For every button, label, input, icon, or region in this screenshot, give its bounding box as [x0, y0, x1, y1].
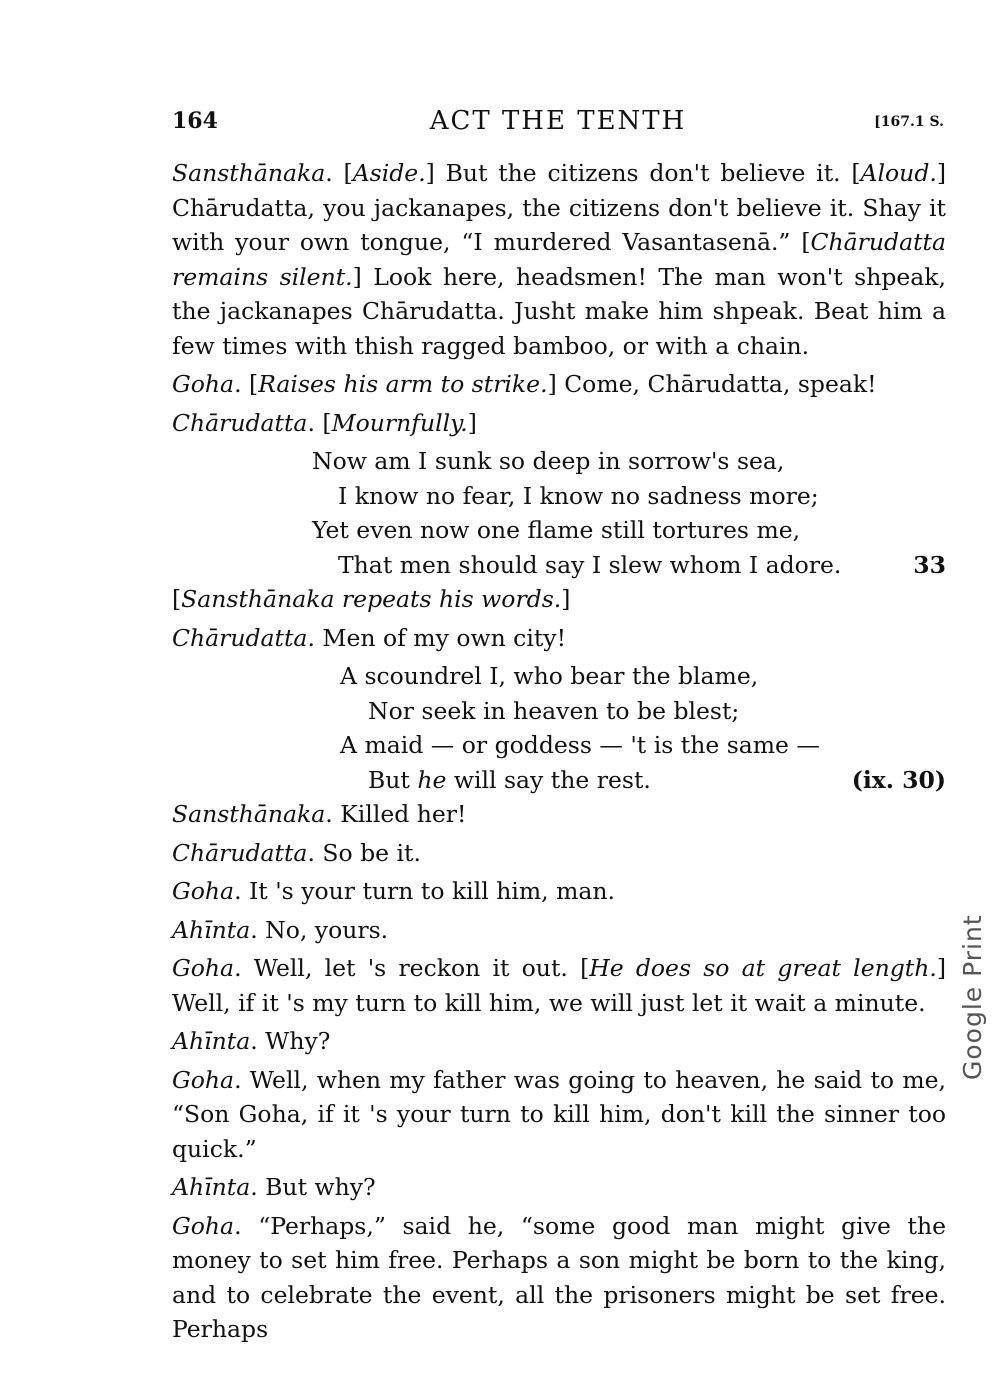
page-number: 164	[172, 108, 218, 134]
page-body	[172, 156, 946, 1351]
dialogue-paragraph: Goha. Well, let 's reckon it out. [He does so at great length.] Well, if it 's my turn to kill him, we will just let it wait a minute.	[172, 954, 947, 1017]
verse-line: A maid — or goddess — 't is the same —	[340, 731, 820, 759]
stage-direction: Aloud.	[860, 159, 937, 187]
verse-line: But he will say the rest. (ix. 30)	[172, 763, 946, 798]
dialogue-paragraph: Sansthānaka. Killed her!	[172, 800, 467, 828]
speaker-name: Chārudatta	[172, 408, 308, 437]
stage-direction: Raises his arm to strike.	[258, 370, 548, 398]
speaker-name: Goha	[172, 1065, 235, 1094]
stage-direction: Chārudatta remains silent.	[172, 228, 946, 291]
verse-stanza	[172, 444, 946, 582]
verse-line: That men should say I slew whom I adore. 33	[172, 548, 946, 583]
speaker-name: Goha	[172, 954, 235, 982]
verse-line: Now am I sunk so deep in sorrow's sea,	[312, 447, 785, 475]
page-title: ACT THE TENTH	[429, 106, 687, 136]
dialogue-paragraph: Goha. Well, when my father was going to heaven, he said to me, “Son Goha, if it 's your turn to kill him, don't kill the sinner too quick.”	[172, 1065, 946, 1163]
stage-direction: Aside.	[352, 159, 426, 187]
section-reference: [167.1 S.	[874, 114, 944, 130]
stage-direction: Sansthānaka repeats his words.	[181, 585, 562, 613]
speaker-name: Sansthānaka	[172, 159, 326, 187]
dialogue-paragraph: Goha. [Raises his arm to strike.] Come, Chārudatta, speak!	[172, 370, 877, 398]
speaker-name: Sansthānaka	[172, 800, 326, 828]
speaker-name: Goha	[172, 1211, 235, 1240]
dialogue-paragraph: Chārudatta. Men of my own city!	[172, 623, 567, 652]
dialogue-paragraph: Ahīnta. But why?	[172, 1173, 376, 1201]
dialogue-paragraph: Chārudatta. So be it.	[172, 838, 421, 867]
speaker-name: Chārudatta	[172, 623, 308, 652]
speaker-name: Goha	[172, 370, 235, 398]
running-head	[172, 104, 944, 140]
google-print-watermark: Google Print	[958, 914, 987, 1080]
dialogue-paragraph: Sansthānaka. [Aside.] But the citizens don't believe it. [Aloud.] Chārudatta, you jackanapes, the citizens don't believe it. Shay it with your own tongue, “I murdered Vasantasenā.” [Chārudatta remains silent.] Look here, headsmen! The man won't shpeak, the jackanapes Chārudatta. Jusht make him shpeak. Beat him a few times with thish ragged bamboo, or with a chain.	[172, 159, 947, 360]
verse-number: 33	[913, 550, 946, 579]
verse-reference: (ix. 30)	[851, 765, 946, 794]
dialogue-paragraph: Chārudatta. [Mournfully.]	[172, 408, 477, 437]
verse-line: A scoundrel I, who bear the blame,	[340, 662, 759, 690]
speaker-name: Chārudatta	[172, 838, 308, 867]
dialogue-paragraph: Goha. “Perhaps,” said he, “some good man might give the money to set him free. Perhaps a son might be born to the king, and to celebrate the event, all the prisoners might be set free. Perhaps	[172, 1211, 946, 1343]
verse-line: I know no fear, I know no sadness more;	[338, 481, 819, 510]
verse-line: Yet even now one flame still tortures me,	[312, 516, 801, 544]
dialogue-paragraph: Ahīnta. No, yours.	[172, 915, 389, 944]
dialogue-paragraph: Goha. It 's your turn to kill him, man.	[172, 877, 615, 905]
stage-direction-paragraph: [Sansthānaka repeats his words.]	[172, 585, 571, 613]
stage-direction: He does so at great length.	[589, 954, 937, 982]
dialogue-paragraph: Ahīnta. Why?	[172, 1027, 331, 1055]
speaker-name: Ahīnta	[172, 1173, 251, 1201]
verse-stanza	[172, 659, 946, 797]
verse-line: Nor seek in heaven to be blest;	[368, 696, 740, 725]
speaker-name: Goha	[172, 877, 235, 905]
stage-direction: Mournfully.	[331, 408, 468, 437]
speaker-name: Ahīnta	[172, 915, 251, 944]
speaker-name: Ahīnta	[172, 1027, 251, 1055]
